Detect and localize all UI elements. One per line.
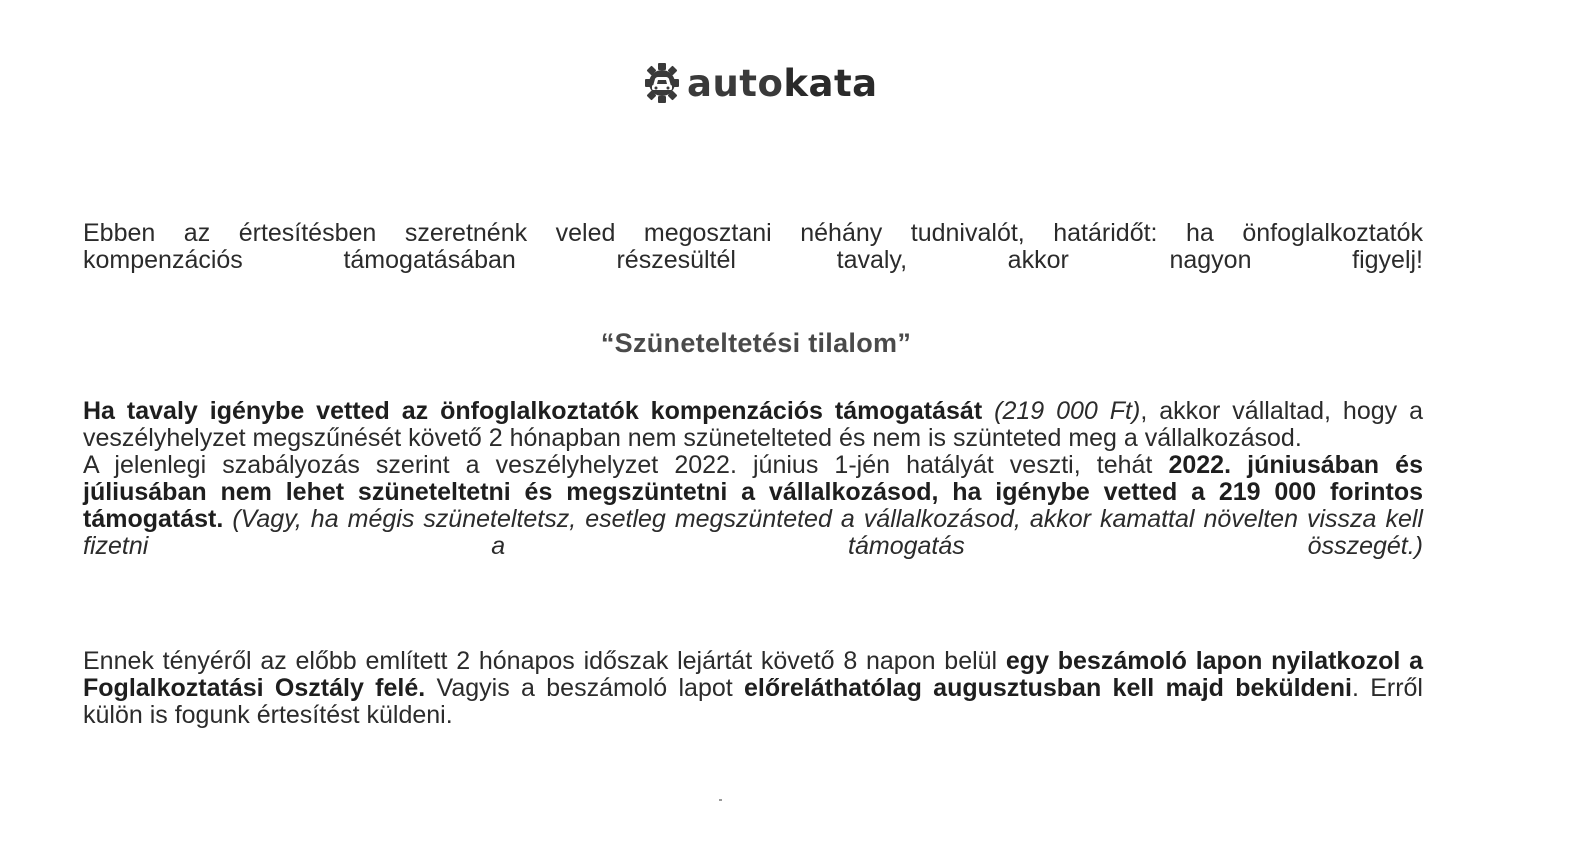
p2-bold-1: egy beszámoló lapon nyilatkozol a Foglalkoztatási Osztály felé. (83, 647, 1423, 702)
p2-text-3: . Erről külön is fogunk értesítést küldeni. (83, 674, 1423, 729)
logo-wordmark (687, 61, 878, 105)
text-2: A jelenlegi szabályozás szerint a veszélyhelyzet 2022. június 1-jén hatályát veszti, tehát (83, 451, 1169, 479)
p2-bold-2: előreláthatólag augusztusban kell majd beküldeni (744, 674, 1352, 702)
paragraph-1-part-b (83, 452, 1423, 560)
italic-amount: (219 000 Ft) (982, 397, 1141, 425)
logo (645, 62, 878, 104)
section-heading: “Szüneteltetési tilalom” (600, 328, 912, 358)
p2-text-1: Ennek tényéről az előbb említett 2 hónapos időszak lejártát követő 8 napon belül (83, 647, 1006, 675)
logo-text-part2: kata (783, 61, 878, 105)
logo-text-part1: auto (687, 61, 784, 105)
paragraph-1 (83, 398, 1423, 560)
intro-line-2: kompenzációs támogatásában részesültél tavaly, akkor nagyon figyelj! (83, 246, 1423, 274)
car-gear-icon (645, 62, 679, 104)
paragraph-2 (83, 648, 1423, 729)
intro-line-1: Ebben az értesítésben szeretnénk veled megosztani néhány tudnivalót, határidőt: ha önfoglalkoztatók (83, 219, 1423, 247)
p2-text-2: Vagyis a beszámoló lapot (425, 674, 745, 702)
paragraph-1-part-a (83, 398, 1423, 452)
text-1: , akkor vállaltad, hogy a veszélyhelyzet megszűnését követő 2 hónapban nem szünetelteted és nem is szünteted meg a vállalkozásod. (83, 397, 1423, 452)
bold-text-1: Ha tavaly igénybe vetted az önfoglalkoztatók kompenzációs támogatását (83, 397, 983, 425)
intro-paragraph (83, 220, 1423, 274)
bold-text-2: 2022. júniusában és júliusában nem lehet szüneteltetni és megszüntetni a vállalkozásod, ha igénybe vetted a 219 000 forintos támogatást. (83, 451, 1423, 533)
italic-note: (Vagy, ha mégis szüneteltetsz, esetleg megszünteted a vállalkozásod, akkor kamattal növelten vissza kell fizetni a támogatás összegét.) (83, 505, 1423, 560)
scan-speck (719, 799, 722, 801)
